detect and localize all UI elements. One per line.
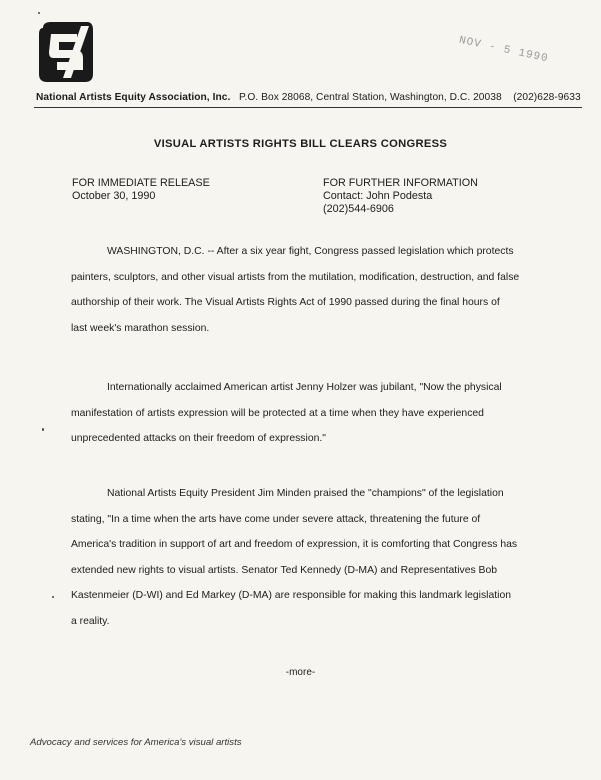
paragraph-line: manifestation of artists expression will be protected at a time when they have experienced	[71, 407, 484, 419]
paragraph-line: painters, sculptors, and other visual artists from the mutilation, modification, destruction, and false	[71, 271, 520, 283]
organization-phone: (202)628-9633	[513, 92, 581, 103]
organization-address: P.O. Box 28068, Central Station, Washington, D.C. 20038	[238, 92, 502, 103]
organization-name: National Artists Equity Association, Inc.	[36, 92, 231, 103]
body-paragraph	[71, 481, 537, 634]
paper-speck	[38, 12, 40, 14]
paragraph-line: National Artists Equity President Jim Minden praised the "champions" of the legislation	[107, 488, 504, 499]
paragraph-line: stating, "In a time when the arts have come under severe attack, threatening the future of	[71, 513, 481, 525]
more-indicator: -more-	[285, 667, 316, 678]
contact-label: FOR FURTHER INFORMATION	[323, 177, 478, 189]
contact-name: Contact: John Podesta	[323, 190, 433, 202]
release-date: October 30, 1990	[72, 190, 156, 202]
release-block	[72, 177, 210, 203]
paragraph-line: a reality.	[71, 615, 110, 627]
paper-speck	[42, 428, 44, 431]
letterhead-divider	[34, 107, 582, 108]
contact-block	[323, 177, 478, 216]
contact-phone: (202)544-6906	[323, 203, 394, 215]
paragraph-line: authorship of their work. The Visual Artists Rights Act of 1990 passed during the final hours of	[71, 297, 500, 308]
paragraph-line: WASHINGTON, D.C. -- After a six year fight, Congress passed legislation which protects	[107, 246, 514, 257]
headline: VISUAL ARTISTS RIGHTS BILL CLEARS CONGRESS	[153, 138, 448, 150]
organization-logo	[37, 20, 95, 84]
paragraph-line: unprecedented attacks on their freedom of expression."	[71, 433, 326, 444]
release-label: FOR IMMEDIATE RELEASE	[72, 177, 210, 189]
paragraph-line: America's tradition in support of art and freedom of expression, it is comforting that Congress has	[71, 539, 518, 550]
body-paragraph	[71, 239, 537, 341]
letterhead	[36, 92, 582, 103]
paragraph-line: last week's marathon session.	[71, 322, 210, 334]
paragraph-line: Internationally acclaimed American artist Jenny Holzer was jubilant, "Now the physical	[107, 382, 502, 393]
paper-speck	[52, 596, 54, 598]
footer-tagline: Advocacy and services for America's visual artists	[30, 737, 242, 748]
paragraph-line: Kastenmeier (D-WI) and Ed Markey (D-MA) are responsible for making this landmark legislation	[71, 590, 512, 601]
body-paragraph	[71, 375, 537, 452]
paragraph-line: extended new rights to visual artists. Senator Ted Kennedy (D-MA) and Representatives Bob	[71, 564, 498, 576]
received-date-stamp: NOV - 5 1990	[457, 34, 550, 66]
